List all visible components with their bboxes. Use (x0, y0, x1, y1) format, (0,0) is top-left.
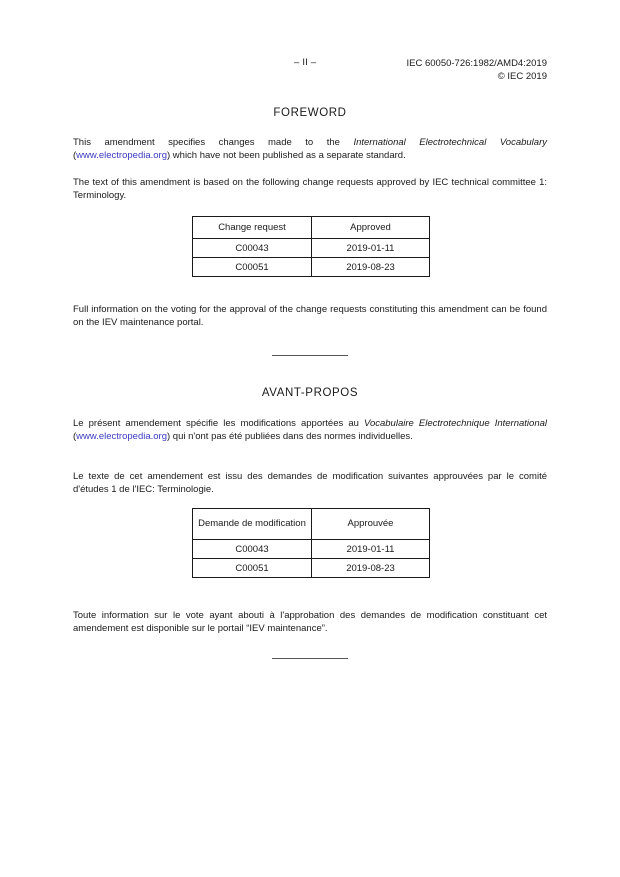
foreword-p1-text-a: This amendment specifies changes made to the (73, 137, 354, 148)
cell-demande-modification: C00043 (193, 540, 312, 559)
electropedia-link-en[interactable]: www.electropedia.org (76, 150, 167, 162)
change-request-table-en (192, 216, 430, 277)
table-row (193, 258, 430, 277)
column-header-approuvee: Approuvée (312, 509, 430, 540)
avant-propos-p1-text-c: ) qui n'ont pas été publiées dans des normes individuelles. (167, 431, 413, 443)
page-number: – II – (294, 57, 317, 68)
foreword-heading: FOREWORD (273, 107, 347, 119)
foreword-paragraph-1 (73, 136, 547, 162)
avant-propos-p1-text-a: Le présent amendement spécifie les modifications apportées au (73, 418, 364, 429)
standard-reference: IEC 60050-726:1982/AMD4:2019 (406, 58, 547, 69)
copyright-notice: © IEC 2019 (497, 71, 547, 82)
table-row (193, 559, 430, 578)
column-header-change-request: Change request (193, 217, 312, 239)
avant-propos-p1-text-b: ( (73, 431, 77, 443)
foreword-p1-text-c: ) which have not been published as a separate standard. (167, 150, 406, 162)
cell-approuvee-date: 2019-01-11 (312, 540, 430, 559)
change-request-table-fr (192, 508, 430, 578)
cell-approved-date: 2019-08-23 (312, 258, 430, 277)
foreword-paragraph-2: The text of this amendment is based on the following change requests approved by IEC technical committee 1: Terminology. (73, 177, 547, 202)
document-reference-block (407, 57, 548, 83)
avant-propos-paragraph-3: Toute information sur le vote ayant abouti à l'approbation des demandes de modification constituant cet amendement est disponible sur le portail “IEV maintenance”. (73, 610, 547, 635)
table-header-row (193, 509, 430, 540)
cell-change-request: C00043 (193, 239, 312, 258)
avant-propos-p1-italic-title: Vocabulaire Electrotechnique International (363, 418, 548, 429)
table-row (193, 540, 430, 559)
page-header (73, 57, 547, 91)
cell-approved-date: 2019-01-11 (312, 239, 430, 258)
column-header-approved: Approved (312, 217, 430, 239)
section-separator-rule (272, 658, 348, 659)
foreword-p1-text-b: ( (73, 150, 77, 162)
table-header-row (193, 217, 430, 239)
foreword-paragraph-3: Full information on the voting for the approval of the change requests constituting this amendment can be found on the IEV maintenance portal. (73, 304, 547, 329)
avant-propos-paragraph-1 (73, 417, 547, 443)
foreword-p1-italic-title: International Electrotechnical Vocabulary (353, 137, 547, 148)
column-header-demande-modification: Demande de modification (193, 509, 312, 540)
cell-approuvee-date: 2019-08-23 (312, 559, 430, 578)
table-row (193, 239, 430, 258)
avant-propos-paragraph-2: Le texte de cet amendement est issu des demandes de modification suivantes approuvées par le comité d'études 1 de l'IEC: Terminologie. (73, 471, 547, 496)
section-separator-rule (272, 355, 348, 356)
cell-change-request: C00051 (193, 258, 312, 277)
cell-demande-modification: C00051 (193, 559, 312, 578)
electropedia-link-fr[interactable]: www.electropedia.org (76, 431, 167, 443)
avant-propos-heading: AVANT-PROPOS (261, 387, 359, 399)
